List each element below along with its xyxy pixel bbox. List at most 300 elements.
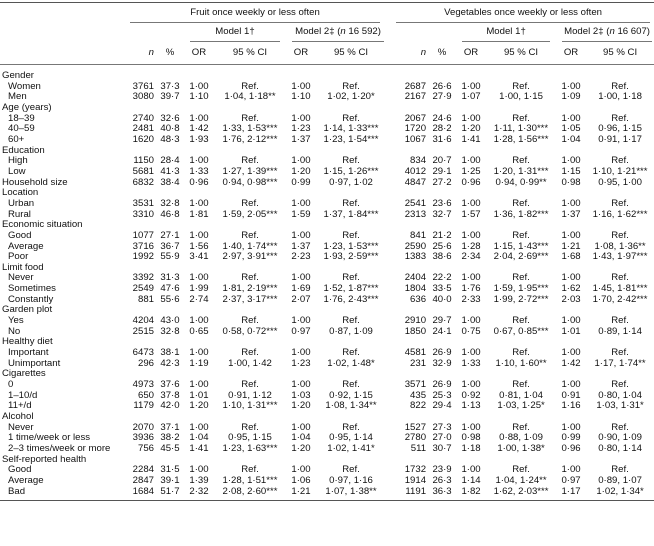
veg-n: 1914 (404, 474, 427, 486)
veg-pct: 32·9 (432, 357, 452, 369)
category-row (0, 220, 654, 231)
veg-or-m1: 1·76 (461, 283, 481, 295)
col-or: OR (556, 42, 586, 65)
veg-ci-m2: 1·02, 1·34* (596, 485, 644, 497)
veg-or-m2: 1·00 (561, 421, 581, 433)
veg-ci-m2: Ref. (611, 112, 629, 124)
veg-n: 636 (410, 293, 427, 305)
fruit-or-m1: 0·65 (189, 325, 209, 337)
veg-pct: 27·9 (432, 91, 452, 103)
veg-ci-m1: Ref. (512, 379, 530, 391)
fruit-ci-m1: 0·94, 0·98*** (222, 176, 278, 188)
fruit-ci-m1: 1·59, 2·05*** (222, 208, 278, 220)
veg-or-m1: 2·33 (461, 293, 481, 305)
row-label: Men (8, 91, 27, 103)
category-row (0, 455, 654, 466)
table-row (0, 487, 654, 501)
fruit-pct: 43·0 (160, 315, 180, 327)
fruit-ci-m2: Ref. (342, 421, 360, 433)
fruit-or-m1: 1·00 (189, 464, 209, 476)
row-label: Urban (8, 197, 35, 209)
veg-ci-m2: Ref. (611, 80, 629, 92)
fruit-n: 4973 (132, 379, 154, 391)
fruit-ci-m1: 1·27, 1·39*** (222, 165, 278, 177)
table-row (0, 135, 654, 146)
veg-n: 1732 (404, 464, 427, 476)
veg-ci-m1: 1·62, 2·03*** (493, 485, 549, 497)
row-label: Average (8, 240, 44, 252)
veg-n: 1067 (404, 133, 427, 145)
fruit-ci-m2: 1·93, 2·59*** (323, 251, 379, 263)
fruit-or-m1: 2·74 (189, 293, 209, 305)
row-label: Location (2, 187, 39, 199)
veg-ci-m2: 0·80, 1·04 (598, 389, 642, 401)
fruit-n: 2847 (132, 474, 154, 486)
table-row (0, 401, 654, 412)
veg-n: 1191 (405, 485, 427, 497)
row-label: Sometimes (8, 283, 56, 295)
fruit-pct: 40·8 (160, 123, 180, 135)
fruit-n: 3761 (132, 80, 154, 92)
veg-or-m2: 1·09 (561, 91, 581, 103)
category-row (0, 305, 654, 316)
fruit-ci-m2: 1·02, 1·41* (327, 442, 375, 454)
veg-or-m1: 1·00 (461, 315, 481, 327)
veg-or-m1: 1·00 (461, 347, 481, 359)
fruit-n: 3716 (132, 240, 154, 252)
row-label: 11+/d (8, 400, 32, 412)
veg-pct: 27·3 (432, 421, 452, 433)
veg-n: 2313 (404, 208, 427, 220)
veg-n: 511 (410, 442, 427, 454)
fruit-pct: 31·5 (160, 464, 180, 476)
veg-pct: 21·2 (432, 229, 452, 241)
veg-ci-m1: 1·03, 1·25* (497, 400, 545, 412)
veg-n: 1850 (404, 325, 427, 337)
veg-ci-m1: 0·81, 1·04 (499, 389, 543, 401)
fruit-ci-m2: Ref. (342, 197, 360, 209)
veg-ci-m2: Ref. (611, 347, 629, 359)
veg-pct: 36·3 (432, 485, 452, 497)
fruit-n: 2070 (132, 421, 154, 433)
fruit-pct: 32·8 (160, 325, 180, 337)
veg-pct: 40·0 (432, 293, 452, 305)
row-label: Good (8, 464, 32, 476)
veg-ci-m1: 1·99, 2·72*** (493, 293, 549, 305)
fruit-or-m1: 1·00 (189, 347, 209, 359)
row-label: Constantly (8, 293, 54, 305)
fruit-or-m2: 1·00 (291, 464, 311, 476)
row-label: Good (8, 229, 32, 241)
veg-ci-m1: 0·94, 0·99** (495, 176, 547, 188)
veg-or-m1: 1·00 (461, 112, 481, 124)
fruit-pct: 28·4 (160, 155, 180, 167)
fruit-ci-m1: 1·00, 1·42 (228, 357, 272, 369)
table-row (0, 380, 654, 391)
fruit-or-m1: 1·01 (189, 389, 209, 401)
table-row (0, 476, 654, 487)
fruit-ci-m2: 1·02, 1·48* (327, 357, 375, 369)
fruit-n: 3531 (132, 197, 154, 209)
fruit-or-m2: 0·97 (291, 325, 311, 337)
veg-or-m1: 1·00 (461, 464, 481, 476)
veg-or-m2: 1·17 (561, 485, 581, 497)
fruit-pct: 37·3 (160, 80, 180, 92)
veg-n: 231 (410, 357, 427, 369)
veg-ci-m2: 0·95, 1·00 (598, 176, 642, 188)
table-row (0, 295, 654, 306)
fruit-ci-m2: 1·02, 1·20* (327, 91, 375, 103)
fruit-or-m2: 1·00 (291, 155, 311, 167)
row-label: Poor (8, 251, 29, 263)
fruit-pct: 38·2 (160, 432, 180, 444)
veg-ci-m1: Ref. (512, 197, 530, 209)
fruit-model2-header: Model 2‡ (n 16 592) (292, 23, 384, 42)
row-label: Household size (2, 176, 68, 188)
fruit-pct: 55·9 (160, 251, 180, 263)
col-or: OR (286, 42, 316, 65)
veg-or-m2: 1·00 (561, 272, 581, 284)
fruit-ci-m2: Ref. (342, 464, 360, 476)
veg-or-m1: 1·00 (461, 379, 481, 391)
fruit-pct: 46·8 (160, 208, 180, 220)
veg-ci-m2: 1·16, 1·62*** (592, 208, 648, 220)
veg-or-m2: 1·04 (561, 133, 581, 145)
veg-ci-m2: 1·00, 1·18 (598, 91, 642, 103)
veg-or-m2: 1·21 (561, 240, 581, 252)
veg-ci-m2: Ref. (611, 155, 629, 167)
veg-ci-m2: Ref. (611, 379, 629, 391)
veg-or-m2: 1·37 (561, 208, 581, 220)
fruit-or-m1: 1·42 (189, 123, 209, 135)
fruit-ci-m1: 1·81, 2·19*** (222, 283, 278, 295)
fruit-ci-m2: 0·97, 1·02 (329, 176, 373, 188)
fruit-ci-m1: Ref. (241, 347, 259, 359)
row-label: Economic situation (2, 219, 83, 231)
veg-n: 1804 (404, 283, 427, 295)
veg-pct: 28·2 (432, 123, 452, 135)
fruit-or-m2: 1·37 (291, 240, 311, 252)
fruit-pct: 37·1 (160, 421, 180, 433)
veg-ci-m2: 0·80, 1·14 (598, 442, 642, 454)
fruit-n: 756 (137, 442, 154, 454)
row-label: Cigarettes (2, 368, 46, 380)
veg-n: 435 (410, 389, 427, 401)
fruit-or-m2: 1·06 (291, 474, 311, 486)
veg-or-m2: 1·15 (561, 165, 581, 177)
fruit-n: 1077 (132, 229, 154, 241)
fruit-or-m1: 1·00 (189, 272, 209, 284)
table-row (0, 359, 654, 370)
row-label: Alcohol (2, 411, 34, 422)
row-label: Low (8, 165, 26, 177)
fruit-or-m2: 2·23 (291, 251, 311, 263)
fruit-ci-m1: 1·40, 1·74*** (222, 240, 278, 252)
fruit-or-m1: 1·10 (189, 91, 209, 103)
veg-or-m1: 1·00 (461, 229, 481, 241)
fruit-ci-m1: Ref. (241, 197, 259, 209)
fruit-ci-m2: 0·95, 1·14 (329, 432, 373, 444)
fruit-n: 2284 (132, 464, 154, 476)
row-label: Unimportant (8, 357, 61, 369)
veg-pct: 20·7 (432, 155, 452, 167)
veg-or-m1: 0·75 (461, 325, 481, 337)
veg-ci-m2: Ref. (611, 315, 629, 327)
fruit-or-m2: 1·00 (291, 272, 311, 284)
fruit-ci-m2: 0·97, 1·16 (329, 474, 373, 486)
veg-n: 2541 (404, 197, 427, 209)
fruit-ci-m2: Ref. (342, 347, 360, 359)
col-ci: 95 % CI (586, 42, 654, 65)
veg-or-m2: 1·00 (561, 229, 581, 241)
category-row (0, 146, 654, 157)
veg-or-m2: 0·96 (561, 442, 581, 454)
veg-ci-m1: Ref. (512, 272, 530, 284)
table-row (0, 92, 654, 103)
fruit-or-m2: 1·00 (291, 421, 311, 433)
category-row (0, 188, 654, 199)
fruit-ci-m1: 1·33, 1·53*** (222, 123, 278, 135)
fruit-ci-m1: Ref. (241, 112, 259, 124)
fruit-or-m2: 1·00 (291, 197, 311, 209)
fruit-model1-header: Model 1† (190, 23, 280, 42)
fruit-ci-m2: Ref. (342, 112, 360, 124)
veg-or-m2: 1·00 (561, 155, 581, 167)
veg-ci-m1: 0·88, 1·09 (499, 432, 543, 444)
fruit-or-m2: 1·03 (291, 389, 311, 401)
veg-n: 841 (410, 229, 427, 241)
veg-or-m2: 1·00 (561, 347, 581, 359)
table-row (0, 231, 654, 242)
veg-ci-m1: Ref. (512, 421, 530, 433)
veg-ci-m1: 1·10, 1·60** (495, 357, 547, 369)
row-label: High (8, 155, 28, 167)
fruit-ci-m1: 2·37, 3·17*** (222, 293, 278, 305)
fruit-or-m2: 1·00 (291, 112, 311, 124)
row-label: Never (8, 272, 34, 284)
fruit-ci-m2: 1·37, 1·84*** (323, 208, 379, 220)
veg-pct: 29·4 (432, 400, 452, 412)
veg-ci-m1: 1·04, 1·24** (495, 474, 547, 486)
veg-pct: 24·1 (432, 325, 452, 337)
veg-or-m1: 1·33 (461, 357, 481, 369)
fruit-ci-m1: 0·58, 0·72*** (222, 325, 278, 337)
veg-or-m1: 1·00 (461, 197, 481, 209)
veg-ci-m2: 1·03, 1·31* (596, 400, 644, 412)
fruit-ci-m2: 1·07, 1·38** (325, 485, 377, 497)
veg-ci-m2: 0·90, 1·09 (598, 432, 642, 444)
fruit-n: 2481 (132, 123, 154, 135)
category-row (0, 412, 654, 423)
veg-n: 4581 (404, 347, 427, 359)
veg-pct: 33·5 (432, 283, 452, 295)
veg-ci-m2: Ref. (611, 197, 629, 209)
category-row (0, 337, 654, 348)
col-ci: 95 % CI (486, 42, 556, 65)
veg-ci-m1: 1·28, 1·56*** (493, 133, 549, 145)
fruit-or-m1: 0·96 (189, 176, 209, 188)
fruit-ci-m1: Ref. (241, 315, 259, 327)
fruit-ci-m2: Ref. (342, 80, 360, 92)
veg-or-m2: 1·62 (561, 283, 581, 295)
veg-or-m1: 1·00 (461, 421, 481, 433)
veg-or-m1: 0·96 (461, 176, 481, 188)
fruit-ci-m1: 2·97, 3·91*** (222, 251, 278, 263)
fruit-pct: 37·6 (160, 379, 180, 391)
col-n: n (148, 47, 154, 58)
fruit-ci-m1: Ref. (241, 80, 259, 92)
category-row (0, 103, 654, 114)
fruit-n: 296 (137, 357, 154, 369)
veg-ci-m2: Ref. (611, 272, 629, 284)
fruit-ci-m2: Ref. (342, 272, 360, 284)
category-row (0, 263, 654, 274)
col-or: OR (184, 42, 214, 65)
category-row (0, 178, 654, 189)
veg-ci-m1: 1·00, 1·38* (497, 442, 545, 454)
veg-or-m2: 1·00 (561, 112, 581, 124)
fruit-pct: 32·6 (160, 112, 180, 124)
row-label: Healthy diet (2, 336, 53, 348)
fruit-n: 2549 (132, 283, 154, 295)
veg-n: 2687 (404, 80, 427, 92)
fruit-or-m2: 1·69 (291, 283, 311, 295)
fruit-or-m1: 1·00 (189, 379, 209, 391)
fruit-or-m2: 1·00 (291, 347, 311, 359)
veg-or-m1: 1·18 (461, 442, 481, 454)
veg-pct: 24·6 (432, 112, 452, 124)
fruit-ci-m2: 1·52, 1·87*** (323, 283, 379, 295)
veg-or-m2: 1·00 (561, 379, 581, 391)
fruit-n: 1179 (133, 400, 154, 412)
fruit-or-m1: 1·04 (189, 432, 209, 444)
row-label: Self-reported health (2, 453, 87, 465)
col-ci: 95 % CI (316, 42, 386, 65)
veg-or-m1: 1·00 (461, 80, 481, 92)
row-label: Age (years) (2, 101, 52, 113)
table-row (0, 210, 654, 221)
veg-ci-m1: Ref. (512, 80, 530, 92)
veg-pct: 23·9 (432, 464, 452, 476)
table-row (0, 423, 654, 434)
fruit-pct: 47·6 (160, 283, 180, 295)
veg-pct: 29·1 (432, 165, 452, 177)
fruit-or-m1: 1·93 (189, 133, 209, 145)
row-label: 60+ (8, 133, 25, 145)
veg-or-m2: 1·05 (561, 123, 581, 135)
fruit-pct: 38·4 (160, 176, 180, 188)
fruit-ci-m1: Ref. (241, 155, 259, 167)
fruit-or-m2: 1·23 (291, 357, 311, 369)
table-row (0, 327, 654, 338)
fruit-pct: 51·7 (160, 485, 180, 497)
veg-pct: 38·6 (432, 251, 452, 263)
row-label: Education (2, 144, 45, 156)
veg-or-m1: 1·00 (461, 155, 481, 167)
fruit-ci-m2: 1·23, 1·54*** (323, 133, 379, 145)
fruit-or-m1: 1·99 (189, 283, 209, 295)
fruit-pct: 39·7 (160, 91, 180, 103)
veg-or-m2: 1·00 (561, 80, 581, 92)
veg-n: 4847 (404, 176, 427, 188)
veg-n: 834 (410, 155, 427, 167)
fruit-ci-m2: Ref. (342, 379, 360, 391)
veg-or-m1: 1·00 (461, 272, 481, 284)
veg-ci-m2: 0·89, 1·14 (598, 325, 642, 337)
veg-or-m2: 1·68 (561, 251, 581, 263)
veg-or-m2: 1·00 (561, 315, 581, 327)
row-label: 0 (8, 379, 14, 391)
veg-ci-m1: 1·00, 1·15 (499, 91, 543, 103)
veg-ci-m1: 1·36, 1·82*** (493, 208, 549, 220)
fruit-ci-m1: 0·91, 1·12 (228, 389, 272, 401)
veg-n: 2404 (404, 272, 427, 284)
fruit-n: 4204 (132, 315, 154, 327)
veg-ci-m1: 1·59, 1·95*** (493, 283, 549, 295)
veg-n: 2067 (404, 112, 427, 124)
fruit-ci-m1: 0·95, 1·15 (228, 432, 272, 444)
veg-n: 822 (410, 400, 427, 412)
table-row (0, 199, 654, 210)
fruit-or-m1: 1·00 (189, 155, 209, 167)
fruit-group-header: Fruit once weekly or less often (130, 4, 380, 23)
fruit-or-m2: 1·00 (291, 379, 311, 391)
veg-n: 1720 (404, 123, 427, 135)
fruit-ci-m2: Ref. (342, 155, 360, 167)
fruit-or-m1: 1·81 (189, 208, 209, 220)
fruit-ci-m1: Ref. (241, 272, 259, 284)
fruit-or-m1: 3·41 (189, 251, 209, 263)
category-row (0, 369, 654, 380)
veg-n: 4012 (404, 165, 427, 177)
veg-or-m1: 1·82 (461, 485, 481, 497)
fruit-n: 3936 (132, 432, 154, 444)
fruit-ci-m1: Ref. (241, 464, 259, 476)
fruit-or-m2: 1·00 (291, 80, 311, 92)
veg-pct: 30·7 (432, 442, 452, 454)
veg-ci-m2: 1·45, 1·81*** (592, 283, 648, 295)
row-label: Garden plot (2, 304, 53, 316)
row-label: Women (8, 80, 41, 92)
fruit-n: 1150 (133, 155, 154, 167)
results-table (0, 2, 654, 501)
row-label: Rural (8, 208, 31, 220)
fruit-pct: 55·6 (160, 293, 180, 305)
fruit-pct: 39·1 (160, 474, 180, 486)
fruit-pct: 36·7 (160, 240, 180, 252)
veg-or-m2: 0·97 (561, 474, 581, 486)
fruit-ci-m2: 1·76, 2·43*** (323, 293, 379, 305)
fruit-ci-m1: Ref. (241, 421, 259, 433)
fruit-pct: 45·5 (160, 442, 180, 454)
category-row (0, 71, 654, 82)
col-or: OR (456, 42, 486, 65)
fruit-pct: 42·0 (160, 400, 180, 412)
row-label: 1 time/week or less (8, 432, 91, 444)
fruit-or-m1: 1·20 (189, 400, 209, 412)
veg-ci-m2: Ref. (611, 229, 629, 241)
fruit-n: 1992 (132, 251, 154, 263)
veg-or-m1: 1·20 (461, 123, 481, 135)
veg-ci-m1: Ref. (512, 155, 530, 167)
fruit-ci-m1: 2·08, 2·60*** (222, 485, 278, 497)
veg-pct: 23·6 (432, 197, 452, 209)
fruit-or-m2: 1·20 (291, 165, 311, 177)
veg-or-m2: 0·98 (561, 176, 581, 188)
fruit-or-m2: 1·23 (291, 123, 311, 135)
fruit-or-m1: 2·32 (189, 485, 209, 497)
fruit-n: 6832 (132, 176, 154, 188)
